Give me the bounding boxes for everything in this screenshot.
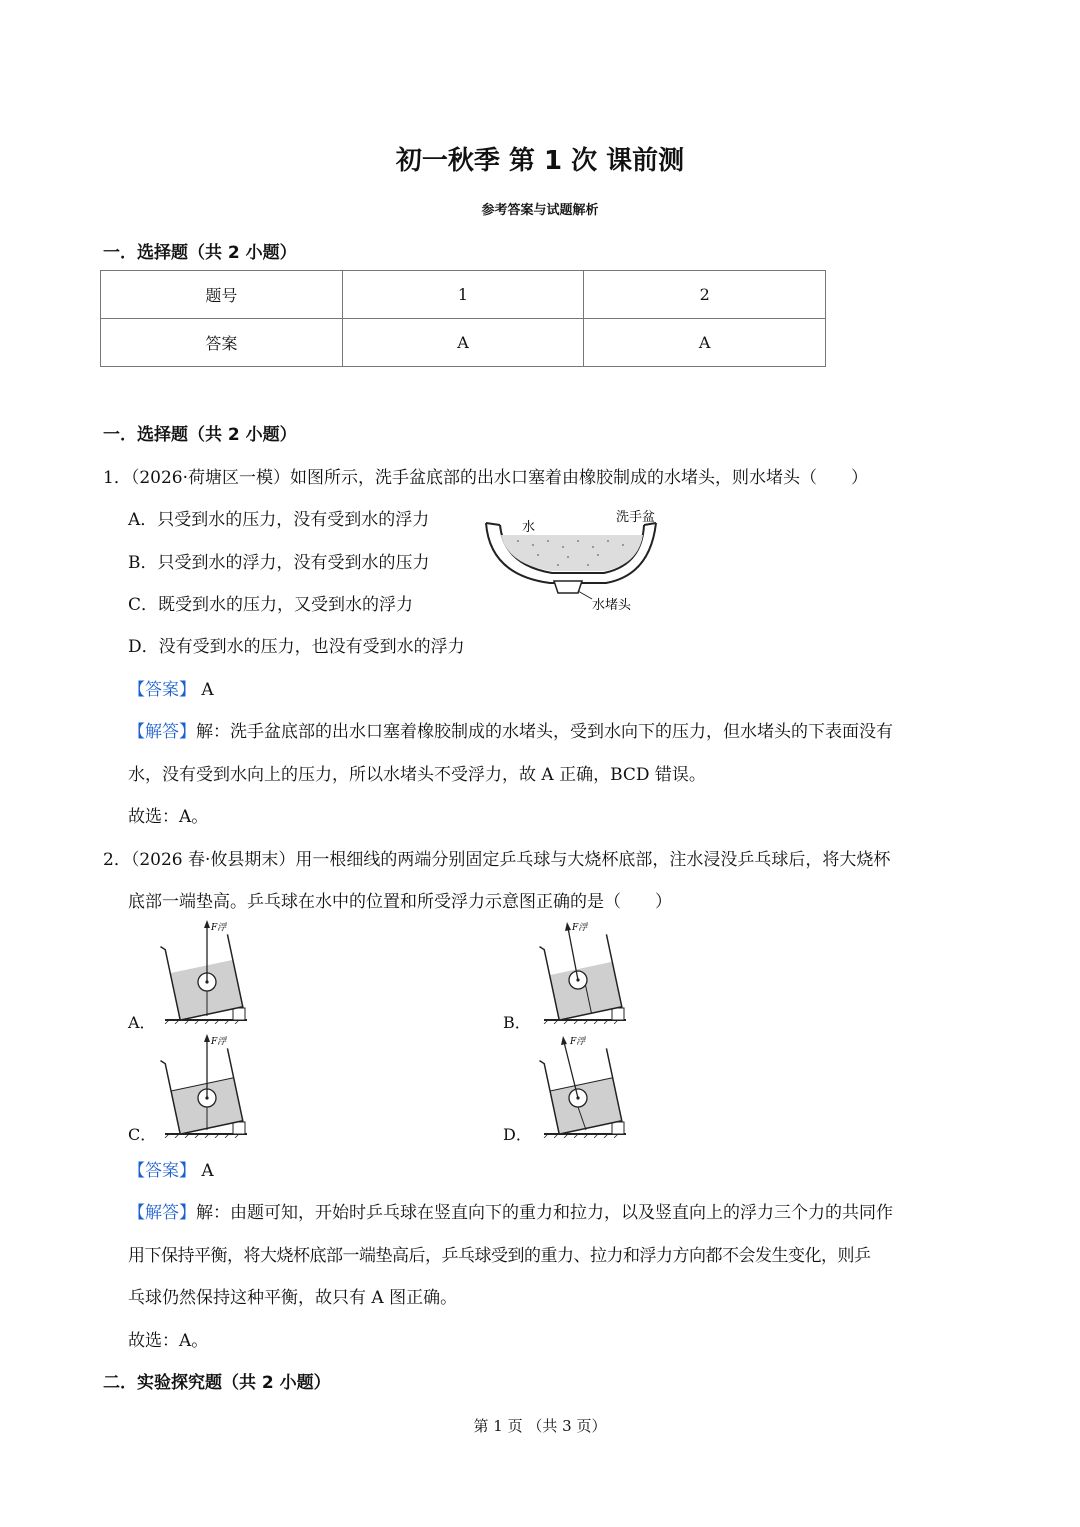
q2-stem-line1: 2．（2026 春·攸县期末）用一根细线的两端分别固定乒乓球与大烧杯底部，注水浸没乒乓球后，将大烧杯 [103,850,891,870]
q2-analysis-line1 [128,1198,893,1223]
q2-choice: 故选：A。 [128,1331,209,1351]
q2-answer [128,1156,214,1181]
analysis-text: 解：洗手盆底部的出水口塞着橡胶制成的水堵头，受到水向下的压力，但水堵头的下表面没有 [196,722,893,742]
figure-label-c: C． [128,1125,157,1144]
page-title: 初一秋季 第 1 次 课前测 [395,146,685,176]
q1-stem: 1．（2026·荷塘区一模）如图所示，洗手盆底部的出水口塞着由橡胶制成的水堵头，则水堵头（ ） [103,468,868,488]
q2-analysis-line3: 乓球仍然保持这种平衡，故只有 A 图正确。 [128,1288,458,1308]
beaker-figure-b [530,918,630,1024]
section-heading-choice: 一．选择题（共 2 小题） [103,243,297,263]
table-cell: 答案 [101,319,343,367]
page-footer: 第 1 页 （共 3 页） [473,1417,607,1435]
page-subtitle: 参考答案与试题解析 [481,203,599,218]
table-cell: 1 [342,271,584,319]
q1-analysis-line2: 水，没有受到水向上的压力，所以水堵头不受浮力，故 A 正确，BCD 错误。 [128,765,706,785]
answer-tag: 【答案】 [128,1161,196,1181]
q1-answer [128,675,214,700]
table-row [101,319,826,367]
table-cell: 2 [584,271,826,319]
answer-value: A [201,1161,214,1181]
analysis-tag: 【解答】 [128,722,196,742]
q1-option-b: B．只受到水的浮力，没有受到水的压力 [128,553,430,573]
q1-analysis-line1 [128,717,893,742]
table-row [101,271,826,319]
q1-option-a: A．只受到水的压力，没有受到水的浮力 [128,510,430,530]
figure-label-basin: 洗手盆 [616,510,656,525]
answer-table [100,270,826,367]
answer-tag: 【答案】 [128,680,196,700]
section-heading-experiment: 二．实验探究题（共 2 小题） [103,1373,331,1393]
section-heading-choice-detail: 一．选择题（共 2 小题） [103,425,297,445]
figure-label-a: A． [128,1013,156,1032]
q2-stem-line2: 底部一端垫高。乒乓球在水中的位置和所受浮力示意图正确的是（ ） [128,892,672,912]
beaker-figure-c [155,1030,255,1138]
analysis-text: 解：由题可知，开始时乒乓球在竖直向下的重力和拉力，以及竖直向上的浮力三个力的共同作 [196,1203,893,1223]
force-label: F浮 [211,923,227,933]
q1-choice: 故选：A。 [128,807,209,827]
figure-label-b: B． [503,1013,531,1032]
analysis-tag: 【解答】 [128,1203,196,1223]
table-cell: 题号 [101,271,343,319]
table-cell: A [342,319,584,367]
force-label: F浮 [570,1037,586,1047]
beaker-figure-d [530,1030,630,1138]
force-label: F浮 [211,1037,227,1047]
basin-figure [478,505,678,617]
figure-label-water: 水 [522,520,536,535]
figure-label-d: D． [503,1125,532,1144]
q1-option-d: D．没有受到水的压力，也没有受到水的浮力 [128,637,465,657]
table-cell: A [584,319,826,367]
answer-value: A [201,680,214,700]
beaker-figure-a [155,918,255,1024]
q1-option-c: C．既受到水的压力，又受到水的浮力 [128,595,414,615]
figure-label-plug: 水堵头 [592,598,632,613]
q2-analysis-line2: 用下保持平衡，将大烧杯底部一端垫高后，乒乓球受到的重力、拉力和浮力方向都不会发生变化，则乒 [128,1246,871,1266]
force-label: F浮 [572,923,588,933]
